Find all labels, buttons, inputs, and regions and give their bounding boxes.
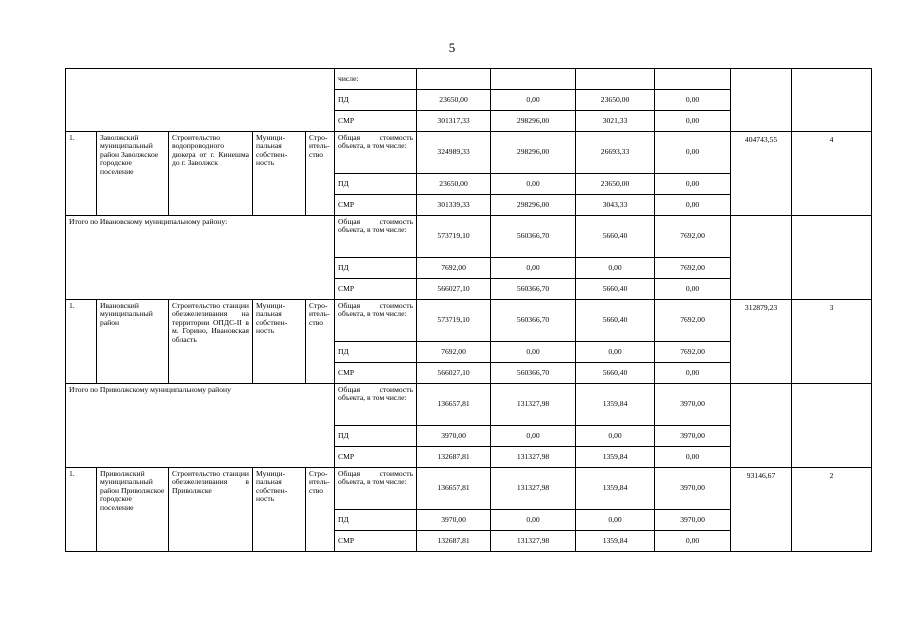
- value-cell: 560366,70: [491, 363, 576, 384]
- district-cell: Заволжский муниципальный район Заволжское городское поселение: [97, 132, 169, 216]
- table-row: [66, 300, 872, 342]
- value-cell: 0,00: [491, 90, 576, 111]
- district-cell: Приволжский муниципальный район Приволжское городское поселение: [97, 468, 169, 552]
- object-cell: Строительство станции обезжелезивания в Приволжске: [169, 468, 253, 552]
- value-cell: 1359,84: [576, 447, 655, 468]
- value-cell: 23650,00: [576, 90, 655, 111]
- value-cell: 0,00: [491, 258, 576, 279]
- district-total-title: Итого по Ивановскому муниципальному району:: [66, 216, 335, 300]
- pd-label: ПД: [335, 342, 417, 363]
- value-cell: 0,00: [655, 195, 731, 216]
- value-cell: 1359,84: [576, 531, 655, 552]
- value-cell: 560366,70: [491, 279, 576, 300]
- value-cell: 0,00: [655, 447, 731, 468]
- value-cell: 3970,00: [655, 510, 731, 531]
- page-number: 5: [448, 40, 456, 55]
- value-cell: 23650,00: [417, 174, 491, 195]
- table-row: [66, 216, 872, 258]
- smr-label: СМР: [335, 111, 417, 132]
- work-type-cell: Стро-итель-ство: [306, 132, 335, 216]
- continuation-empty-cell: [66, 69, 335, 132]
- capacity-cell: 404743,55: [731, 132, 792, 216]
- value-cell: 573719,10: [417, 300, 491, 342]
- value-cell: 566027,10: [417, 279, 491, 300]
- value-cell: 3043,33: [576, 195, 655, 216]
- total-label: Общая стоимость объекта, в том числе:: [335, 300, 417, 342]
- value-cell: 0,00: [491, 426, 576, 447]
- value-cell: 3970,00: [655, 468, 731, 510]
- value-cell: 131327,98: [491, 468, 576, 510]
- value-cell: 5660,40: [576, 363, 655, 384]
- smr-label: СМР: [335, 363, 417, 384]
- value-cell: 3970,00: [655, 384, 731, 426]
- investment-table: [65, 68, 872, 552]
- value-cell: 3021,33: [576, 111, 655, 132]
- row-number: 1.: [66, 132, 97, 216]
- value-cell: 0,00: [655, 111, 731, 132]
- value-cell: 0,00: [491, 510, 576, 531]
- value-cell: 0,00: [576, 342, 655, 363]
- total-label: Общая стоимость объекта, в том числе:: [335, 216, 417, 258]
- value-cell: 5660,40: [576, 300, 655, 342]
- value-cell: 566027,10: [417, 363, 491, 384]
- value-cell: 7692,00: [417, 258, 491, 279]
- value-cell: 560366,70: [491, 216, 576, 258]
- value-cell: 7692,00: [655, 216, 731, 258]
- value-cell: 0,00: [491, 342, 576, 363]
- value-cell: 301317,33: [417, 111, 491, 132]
- row-number: 1.: [66, 300, 97, 384]
- value-cell: 132687,81: [417, 531, 491, 552]
- value-cell: 3970,00: [417, 510, 491, 531]
- value-cell: 131327,98: [491, 384, 576, 426]
- value-cell: 298296,00: [491, 132, 576, 174]
- value-cell: 131327,98: [491, 531, 576, 552]
- value-cell: 0,00: [576, 426, 655, 447]
- district-cell: Ивановский муниципальный район: [97, 300, 169, 384]
- value-cell: 0,00: [655, 279, 731, 300]
- table-row: [66, 69, 872, 90]
- value-cell: 23650,00: [417, 90, 491, 111]
- rank-cell: 2: [792, 468, 872, 552]
- value-cell: 131327,98: [491, 447, 576, 468]
- value-cell: 3970,00: [655, 426, 731, 447]
- value-cell: 1359,84: [576, 384, 655, 426]
- ownership-cell: Муници-пальная собствен-ность: [253, 132, 306, 216]
- value-cell: 0,00: [655, 363, 731, 384]
- work-type-cell: Стро-итель-ство: [306, 300, 335, 384]
- work-type-cell: Стро-итель-ство: [306, 468, 335, 552]
- pd-label: ПД: [335, 174, 417, 195]
- value-cell: 5660,40: [576, 279, 655, 300]
- smr-label: СМР: [335, 195, 417, 216]
- object-cell: Строительство станции обезжелезивания на территории ОПДС-II в м. Горино, Ивановская область: [169, 300, 253, 384]
- total-label: Общая стоимость объекта, в том числе:: [335, 384, 417, 426]
- value-cell: 7692,00: [655, 342, 731, 363]
- value-cell: 0,00: [655, 531, 731, 552]
- value-cell: 0,00: [655, 132, 731, 174]
- rank-cell: 4: [792, 132, 872, 216]
- value-cell: 136657,81: [417, 384, 491, 426]
- pd-label: ПД: [335, 426, 417, 447]
- capacity-cell: 312879,23: [731, 300, 792, 384]
- capacity-cell: 93146,67: [731, 468, 792, 552]
- pd-label: ПД: [335, 258, 417, 279]
- pd-label: ПД: [335, 510, 417, 531]
- table-row: [66, 132, 872, 174]
- pd-label: ПД: [335, 90, 417, 111]
- value-cell: 0,00: [491, 174, 576, 195]
- value-cell: 0,00: [576, 510, 655, 531]
- table-row: [66, 384, 872, 426]
- value-cell: 7692,00: [417, 342, 491, 363]
- value-cell: 26693,33: [576, 132, 655, 174]
- total-label: Общая стоимость объекта, в том числе:: [335, 132, 417, 174]
- row-number: 1.: [66, 468, 97, 552]
- total-label: Общая стоимость объекта, в том числе:: [335, 468, 417, 510]
- value-cell: 298296,00: [491, 195, 576, 216]
- value-cell: 0,00: [576, 258, 655, 279]
- value-cell: 7692,00: [655, 258, 731, 279]
- value-cell: 560366,70: [491, 300, 576, 342]
- smr-label: СМР: [335, 531, 417, 552]
- ownership-cell: Муници-пальная собствен-ность: [253, 300, 306, 384]
- value-cell: 301339,33: [417, 195, 491, 216]
- value-cell: 23650,00: [576, 174, 655, 195]
- smr-label: СМР: [335, 447, 417, 468]
- continuation-label: числе:: [335, 69, 417, 90]
- value-cell: 573719,10: [417, 216, 491, 258]
- value-cell: 7692,00: [655, 300, 731, 342]
- value-cell: 1359,84: [576, 468, 655, 510]
- value-cell: 298296,00: [491, 111, 576, 132]
- value-cell: 5660,40: [576, 216, 655, 258]
- rank-cell: 3: [792, 300, 872, 384]
- value-cell: 136657,81: [417, 468, 491, 510]
- district-total-title: Итого по Приволжскому муниципальному району: [66, 384, 335, 468]
- value-cell: 0,00: [655, 90, 731, 111]
- value-cell: 324989,33: [417, 132, 491, 174]
- value-cell: 0,00: [655, 174, 731, 195]
- ownership-cell: Муници-пальная собствен-ность: [253, 468, 306, 552]
- table-row: [66, 468, 872, 510]
- smr-label: СМР: [335, 279, 417, 300]
- value-cell: 3970,00: [417, 426, 491, 447]
- object-cell: Строительство водопроводного дюкера от г. Кинешма до г. Заволжск: [169, 132, 253, 216]
- value-cell: 132687,81: [417, 447, 491, 468]
